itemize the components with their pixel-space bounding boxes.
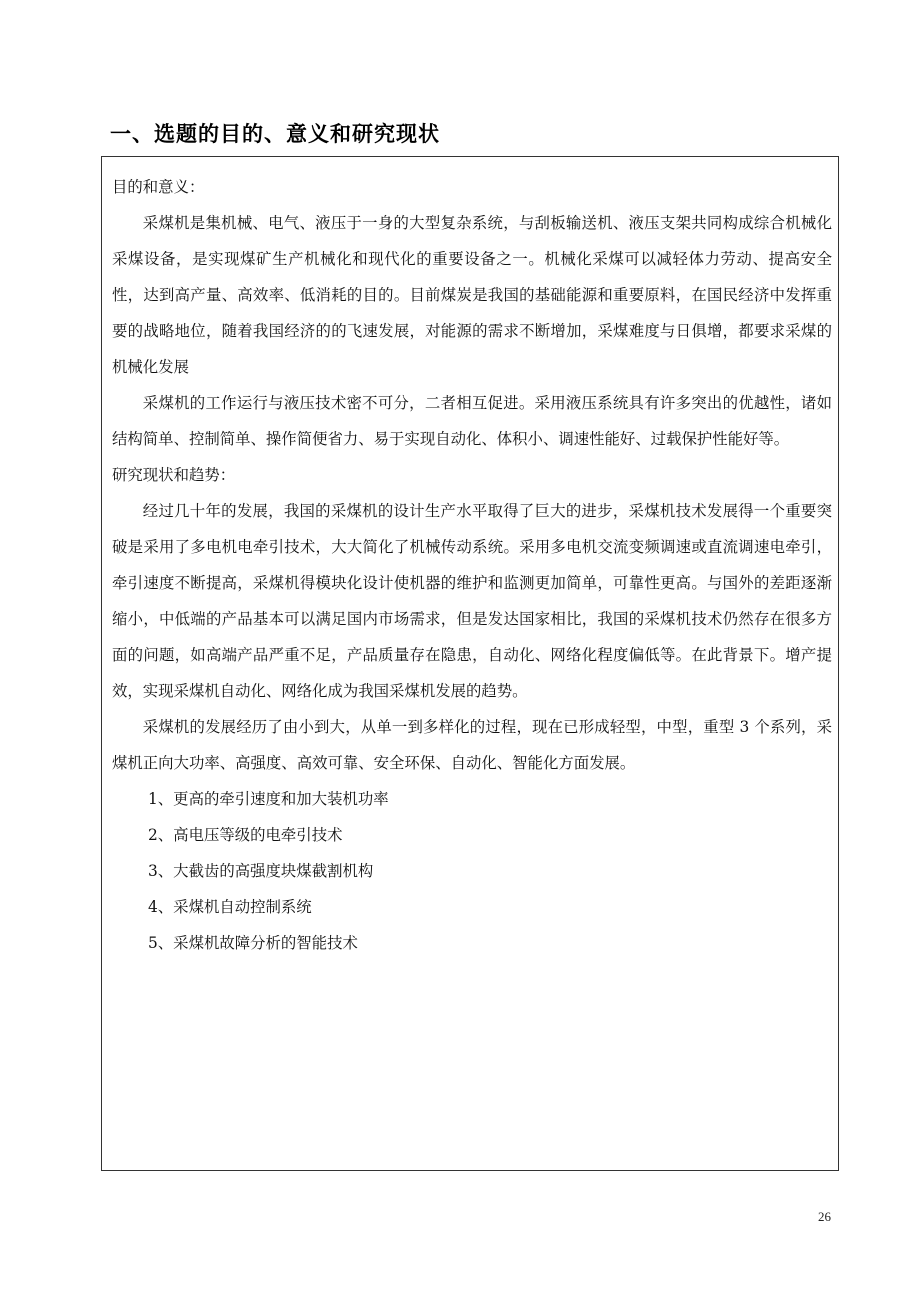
trend-item-3: 3、大截齿的高强度块煤截割机构: [148, 862, 374, 880]
trend-item-5: 5、采煤机故障分析的智能技术: [148, 934, 358, 952]
page-number: 26: [818, 1209, 831, 1224]
status-label: 研究现状和趋势：: [112, 466, 236, 484]
content-body: [112, 169, 832, 961]
trend-item-2: 2、高电压等级的电牵引技术: [148, 826, 343, 844]
purpose-paragraph-1: 采煤机是集机械、电气、液压于一身的大型复杂系统，与刮板输送机、液压支架共同构成综合机械化采煤设备，是实现煤矿生产机械化和现代化的重要设备之一。机械化采煤可以减轻体力劳动、提高安全性，达到高产量、高效率、低消耗的目的。目前煤炭是我国的基础能源和重要原料，在国民经济中发挥重要的战略地位，随着我国经济的的飞速发展，对能源的需求不断增加，采煤难度与日俱增，都要求采煤的机械化发展: [112, 214, 832, 376]
status-paragraph-2: 采煤机的发展经历了由小到大，从单一到多样化的过程，现在已形成轻型，中型，重型 3 个系列，采煤机正向大功率、高强度、高效可靠、安全环保、自动化、智能化方面发展。: [112, 718, 832, 772]
content-box: [101, 156, 839, 1171]
purpose-paragraph-2: 采煤机的工作运行与液压技术密不可分，二者相互促进。采用液压系统具有许多突出的优越性，诸如结构简单、控制简单、操作简便省力、易于实现自动化、体积小、调速性能好、过载保护性能好等。: [112, 394, 832, 448]
trend-item-1: 1、更高的牵引速度和加大装机功率: [148, 790, 389, 808]
section-title: 一、选题的目的、意义和研究现状: [110, 122, 440, 146]
trend-item-4: 4、采煤机自动控制系统: [148, 898, 312, 916]
status-paragraph-1: 经过几十年的发展，我国的采煤机的设计生产水平取得了巨大的进步，采煤机技术发展得一个重要突破是采用了多电机电牵引技术，大大简化了机械传动系统。采用多电机交流变频调速或直流调速电牵引，牵引速度不断提高，采煤机得模块化设计使机器的维护和监测更加简单，可靠性更高。与国外的差距逐渐缩小，中低端的产品基本可以满足国内市场需求，但是发达国家相比，我国的采煤机技术仍然存在很多方面的问题，如高端产品严重不足，产品质量存在隐患，自动化、网络化程度偏低等。在此背景下。增产提效，实现采煤机自动化、网络化成为我国采煤机发展的趋势。: [112, 502, 832, 700]
purpose-label: 目的和意义：: [112, 178, 205, 196]
